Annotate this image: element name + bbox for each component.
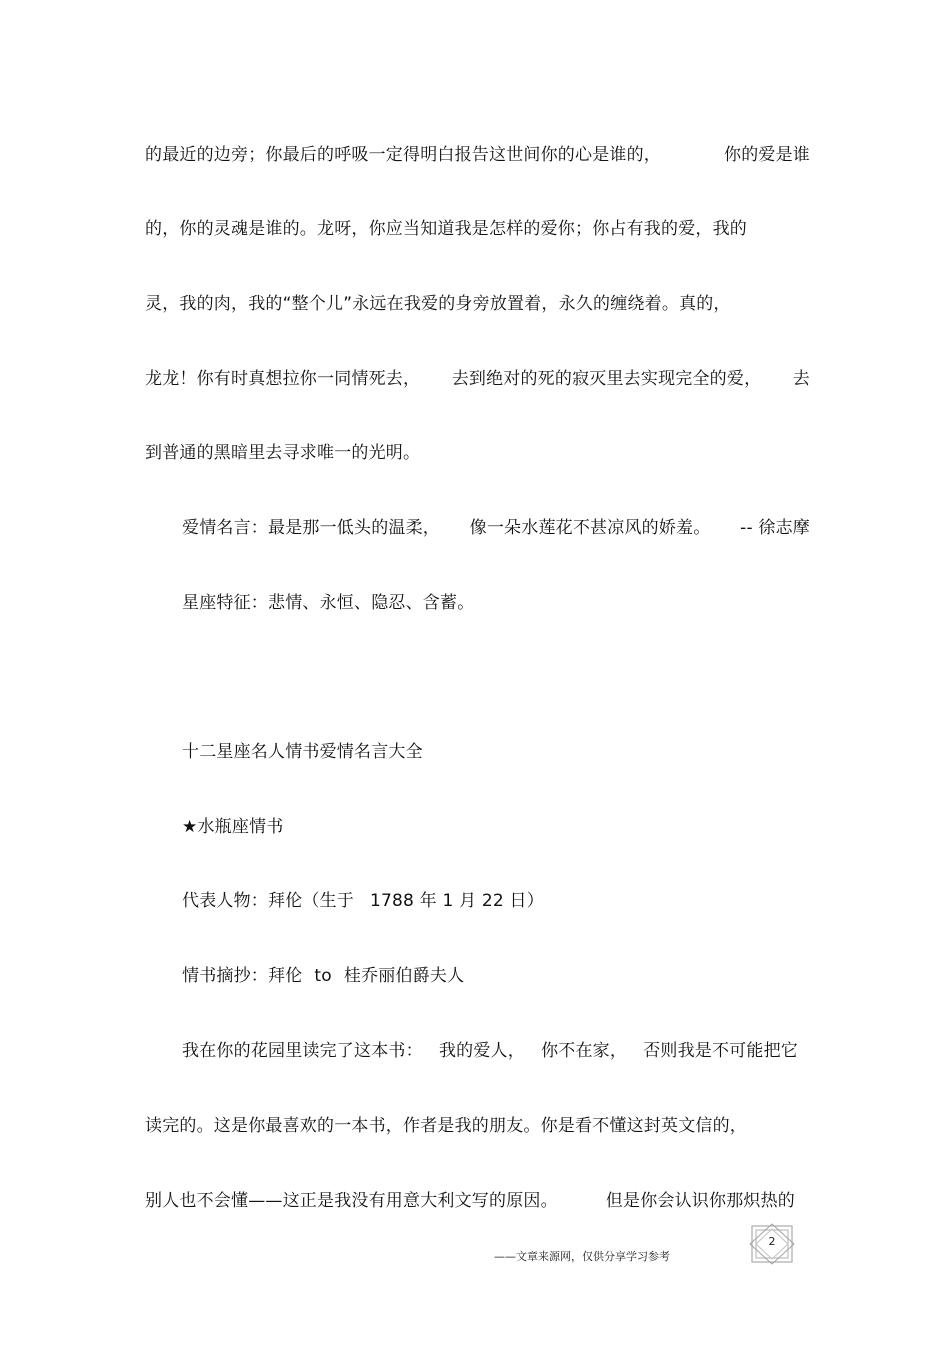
letter-text: 否则我是不可能把它 bbox=[643, 1041, 798, 1061]
body-text: 的，你的灵魂是谁的。龙呀，你应当知道我是怎样的爱你；你占有我的爱，我的 bbox=[145, 219, 747, 239]
quote-text: 像一朵水莲花不甚凉风的娇羞。 bbox=[469, 518, 711, 538]
quote-author: -- 徐志摩 bbox=[740, 518, 810, 538]
letter-text: 别人也不会懂——这正是我没有用意大利文写的原因。 bbox=[145, 1191, 558, 1211]
letter-line-1 bbox=[182, 1039, 798, 1063]
body-line-3 bbox=[145, 292, 810, 316]
representative-label: 代表人物：拜伦（生于 bbox=[182, 891, 354, 911]
body-text: 去 bbox=[792, 369, 810, 389]
body-text: 灵，我的肉，我的“整个儿”永远在我爱的身旁放置着，永久的缠绕着。真的， bbox=[145, 294, 731, 314]
body-line-2 bbox=[145, 217, 810, 241]
excerpt-to: to bbox=[314, 966, 332, 986]
letter-line-2 bbox=[145, 1114, 810, 1138]
representative-date: 1788 年 1 月 22 日） bbox=[370, 891, 544, 911]
body-line-4 bbox=[145, 367, 810, 391]
body-text: 到普通的黑暗里去寻求唯一的光明。 bbox=[145, 443, 421, 463]
body-text: 龙龙！你有时真想拉你一同情死去， bbox=[145, 369, 421, 389]
letter-text: 但是你会认识你那炽热的 bbox=[605, 1191, 795, 1211]
subsection-title bbox=[182, 815, 810, 839]
excerpt-line bbox=[182, 964, 810, 988]
letter-text: 我的爱人， bbox=[438, 1041, 525, 1061]
page-number: 2 bbox=[768, 1235, 776, 1248]
body-text: 去到绝对的死的寂灭里去实现完全的爱， bbox=[451, 369, 762, 389]
excerpt-recipient: 桂乔丽伯爵夫人 bbox=[343, 966, 465, 986]
body-text: 的最近的边旁；你最后的呼吸一定得明白报告这世间你的心是谁的， bbox=[145, 145, 661, 165]
representative-line bbox=[182, 889, 810, 913]
letter-text: 你不在家， bbox=[541, 1041, 628, 1061]
page-number-badge bbox=[748, 1223, 796, 1265]
quote-label: 爱情名言：最是那一低头的温柔， bbox=[182, 518, 440, 538]
body-line-1 bbox=[145, 143, 810, 167]
letter-text: 读完的。这是你最喜欢的一本书，作者是我的朋友。你是看不懂这封英文信的， bbox=[145, 1116, 747, 1136]
footer-note: ——文章来源网，仅供分享学习参考 bbox=[494, 1250, 670, 1263]
traits-line bbox=[182, 591, 810, 615]
body-text: 你的爱是谁 bbox=[724, 145, 810, 165]
letter-line-3 bbox=[145, 1189, 795, 1213]
section-title bbox=[182, 740, 810, 764]
section-title-text: 十二星座名人情书爱情名言大全 bbox=[182, 742, 423, 762]
subsection-title-text: ★水瓶座情书 bbox=[182, 817, 284, 837]
body-line-5 bbox=[145, 441, 810, 465]
letter-text: 我在你的花园里读完了这本书： bbox=[182, 1041, 423, 1061]
excerpt-label: 情书摘抄：拜伦 bbox=[182, 966, 303, 986]
traits-text: 星座特征：悲情、永恒、隐忍、含蓄。 bbox=[182, 593, 475, 613]
quote-line bbox=[182, 516, 810, 540]
